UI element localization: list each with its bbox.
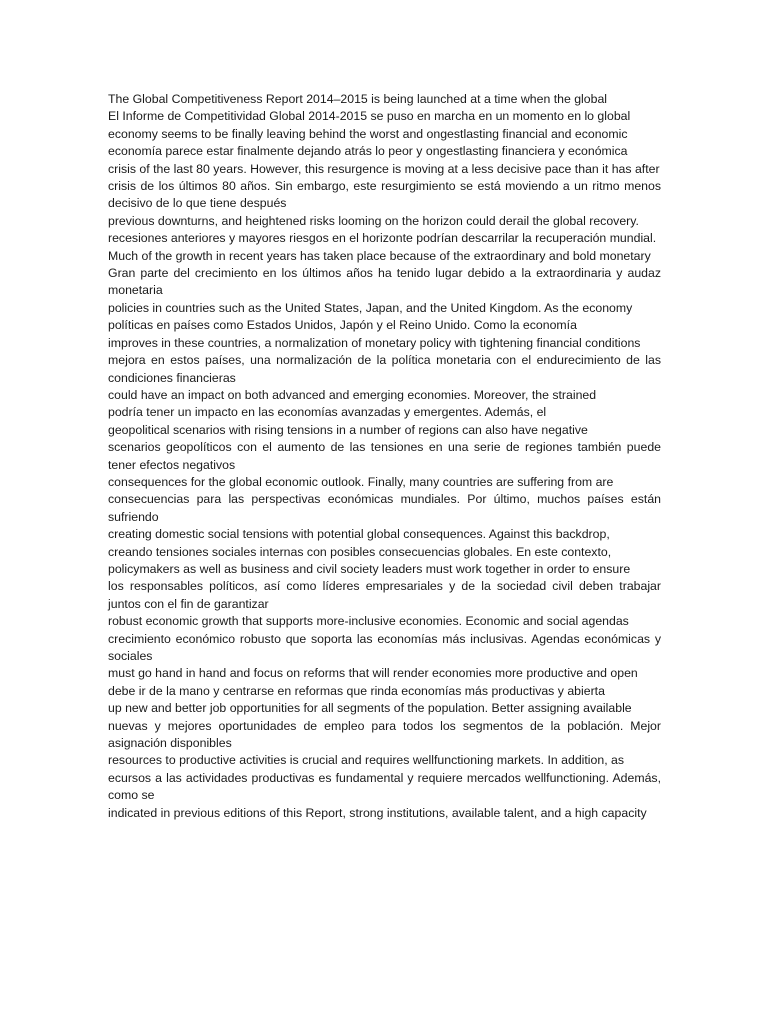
text-line: The Global Competitiveness Report 2014–2015 is being launched at a time when the global bbox=[108, 92, 608, 106]
text-line: scenarios geopolíticos con el aumento de las tensiones en una serie de regiones también puede tener efectos negativos bbox=[108, 440, 661, 472]
text-line: consequences for the global economic outlook. Finally, many countries are suffering from are bbox=[108, 474, 614, 489]
text-line: previous downturns, and heightened risks looming on the horizon could derail the global recovery. bbox=[108, 213, 639, 228]
text-line: policies in countries such as the United States, Japan, and the United Kingdom. As the economy bbox=[108, 300, 633, 315]
text-line: economía parece estar finalmente dejando atrás lo peor y ongestlasting financiera y económica bbox=[108, 144, 628, 159]
document-body bbox=[108, 91, 661, 822]
text-line: could have an impact on both advanced and emerging economies. Moreover, the strained bbox=[108, 387, 597, 402]
text-line: must go hand in hand and focus on reforms that will render economies more productive and open bbox=[108, 666, 638, 681]
text-line: indicated in previous editions of this Report, strong institutions, available talent, and a high capacity bbox=[108, 805, 647, 820]
text-line: crisis of the last 80 years. However, this resurgence is moving at a less decisive pace than it has after bbox=[108, 161, 660, 176]
text-line: consecuencias para las perspectivas económicas mundiales. Por último, muchos países están sufriendo bbox=[108, 492, 661, 524]
text-line: creating domestic social tensions with potential global consequences. Against this backdrop, bbox=[108, 527, 610, 542]
text-line: improves in these countries, a normalization of monetary policy with tightening financial conditions bbox=[108, 335, 641, 350]
text-line: mejora en estos países, una normalización de la política monetaria con el endurecimiento de las condiciones financieras bbox=[108, 353, 661, 385]
text-line: geopolitical scenarios with rising tensions in a number of regions can also have negative bbox=[108, 422, 588, 437]
text-line: crecimiento económico robusto que soporta las economías más inclusivas. Agendas económicas y sociales bbox=[108, 631, 661, 663]
text-line: nuevas y mejores oportunidades de empleo para todos los segmentos de la población. Mejor asignación disponibles bbox=[108, 718, 661, 751]
text-line: los responsables políticos, así como líderes empresariales y de la sociedad civil deben trabajar juntos con el fin de garantizar bbox=[108, 579, 661, 611]
text-line: robust economic growth that supports more-inclusive economies. Economic and social agendas bbox=[108, 614, 629, 629]
text-line: debe ir de la mano y centrarse en reformas que rinda economías más productivas y abierta bbox=[108, 683, 605, 698]
text-line: políticas en países como Estados Unidos, Japón y el Reino Unido. Como la economía bbox=[108, 318, 577, 333]
text-line: crisis de los últimos 80 años. Sin embargo, este resurgimiento se está moviendo a un ritmo menos decisivo de lo que tiene después bbox=[108, 179, 661, 211]
text-line: creando tensiones sociales internas con posibles consecuencias globales. En este contexto, bbox=[108, 544, 612, 559]
text-line: economy seems to be finally leaving behind the worst and ongestlasting financial and economic bbox=[108, 126, 628, 141]
text-line: ecursos a las actividades productivas es fundamental y requiere mercados wellfunctioning. Además, como se bbox=[108, 770, 661, 803]
text-line: resources to productive activities is crucial and requires wellfunctioning markets. In addition, as bbox=[108, 753, 625, 768]
text-line: El Informe de Competitividad Global 2014-2015 se puso en marcha en un momento en lo global bbox=[108, 109, 631, 124]
text-line: Gran parte del crecimiento en los últimos años ha tenido lugar debido a la extraordinaria y audaz monetaria bbox=[108, 266, 661, 298]
text-line: up new and better job opportunities for all segments of the population. Better assigning available bbox=[108, 701, 632, 716]
text-line: recesiones anteriores y mayores riesgos en el horizonte podrían descarrilar la recuperación mundial. bbox=[108, 231, 657, 246]
text-line: policymakers as well as business and civil society leaders must work together in order to ensure bbox=[108, 561, 631, 576]
text-line: Much of the growth in recent years has taken place because of the extraordinary and bold monetary bbox=[108, 248, 651, 263]
text-line: podría tener un impacto en las economías avanzadas y emergentes. Además, el bbox=[108, 405, 547, 420]
